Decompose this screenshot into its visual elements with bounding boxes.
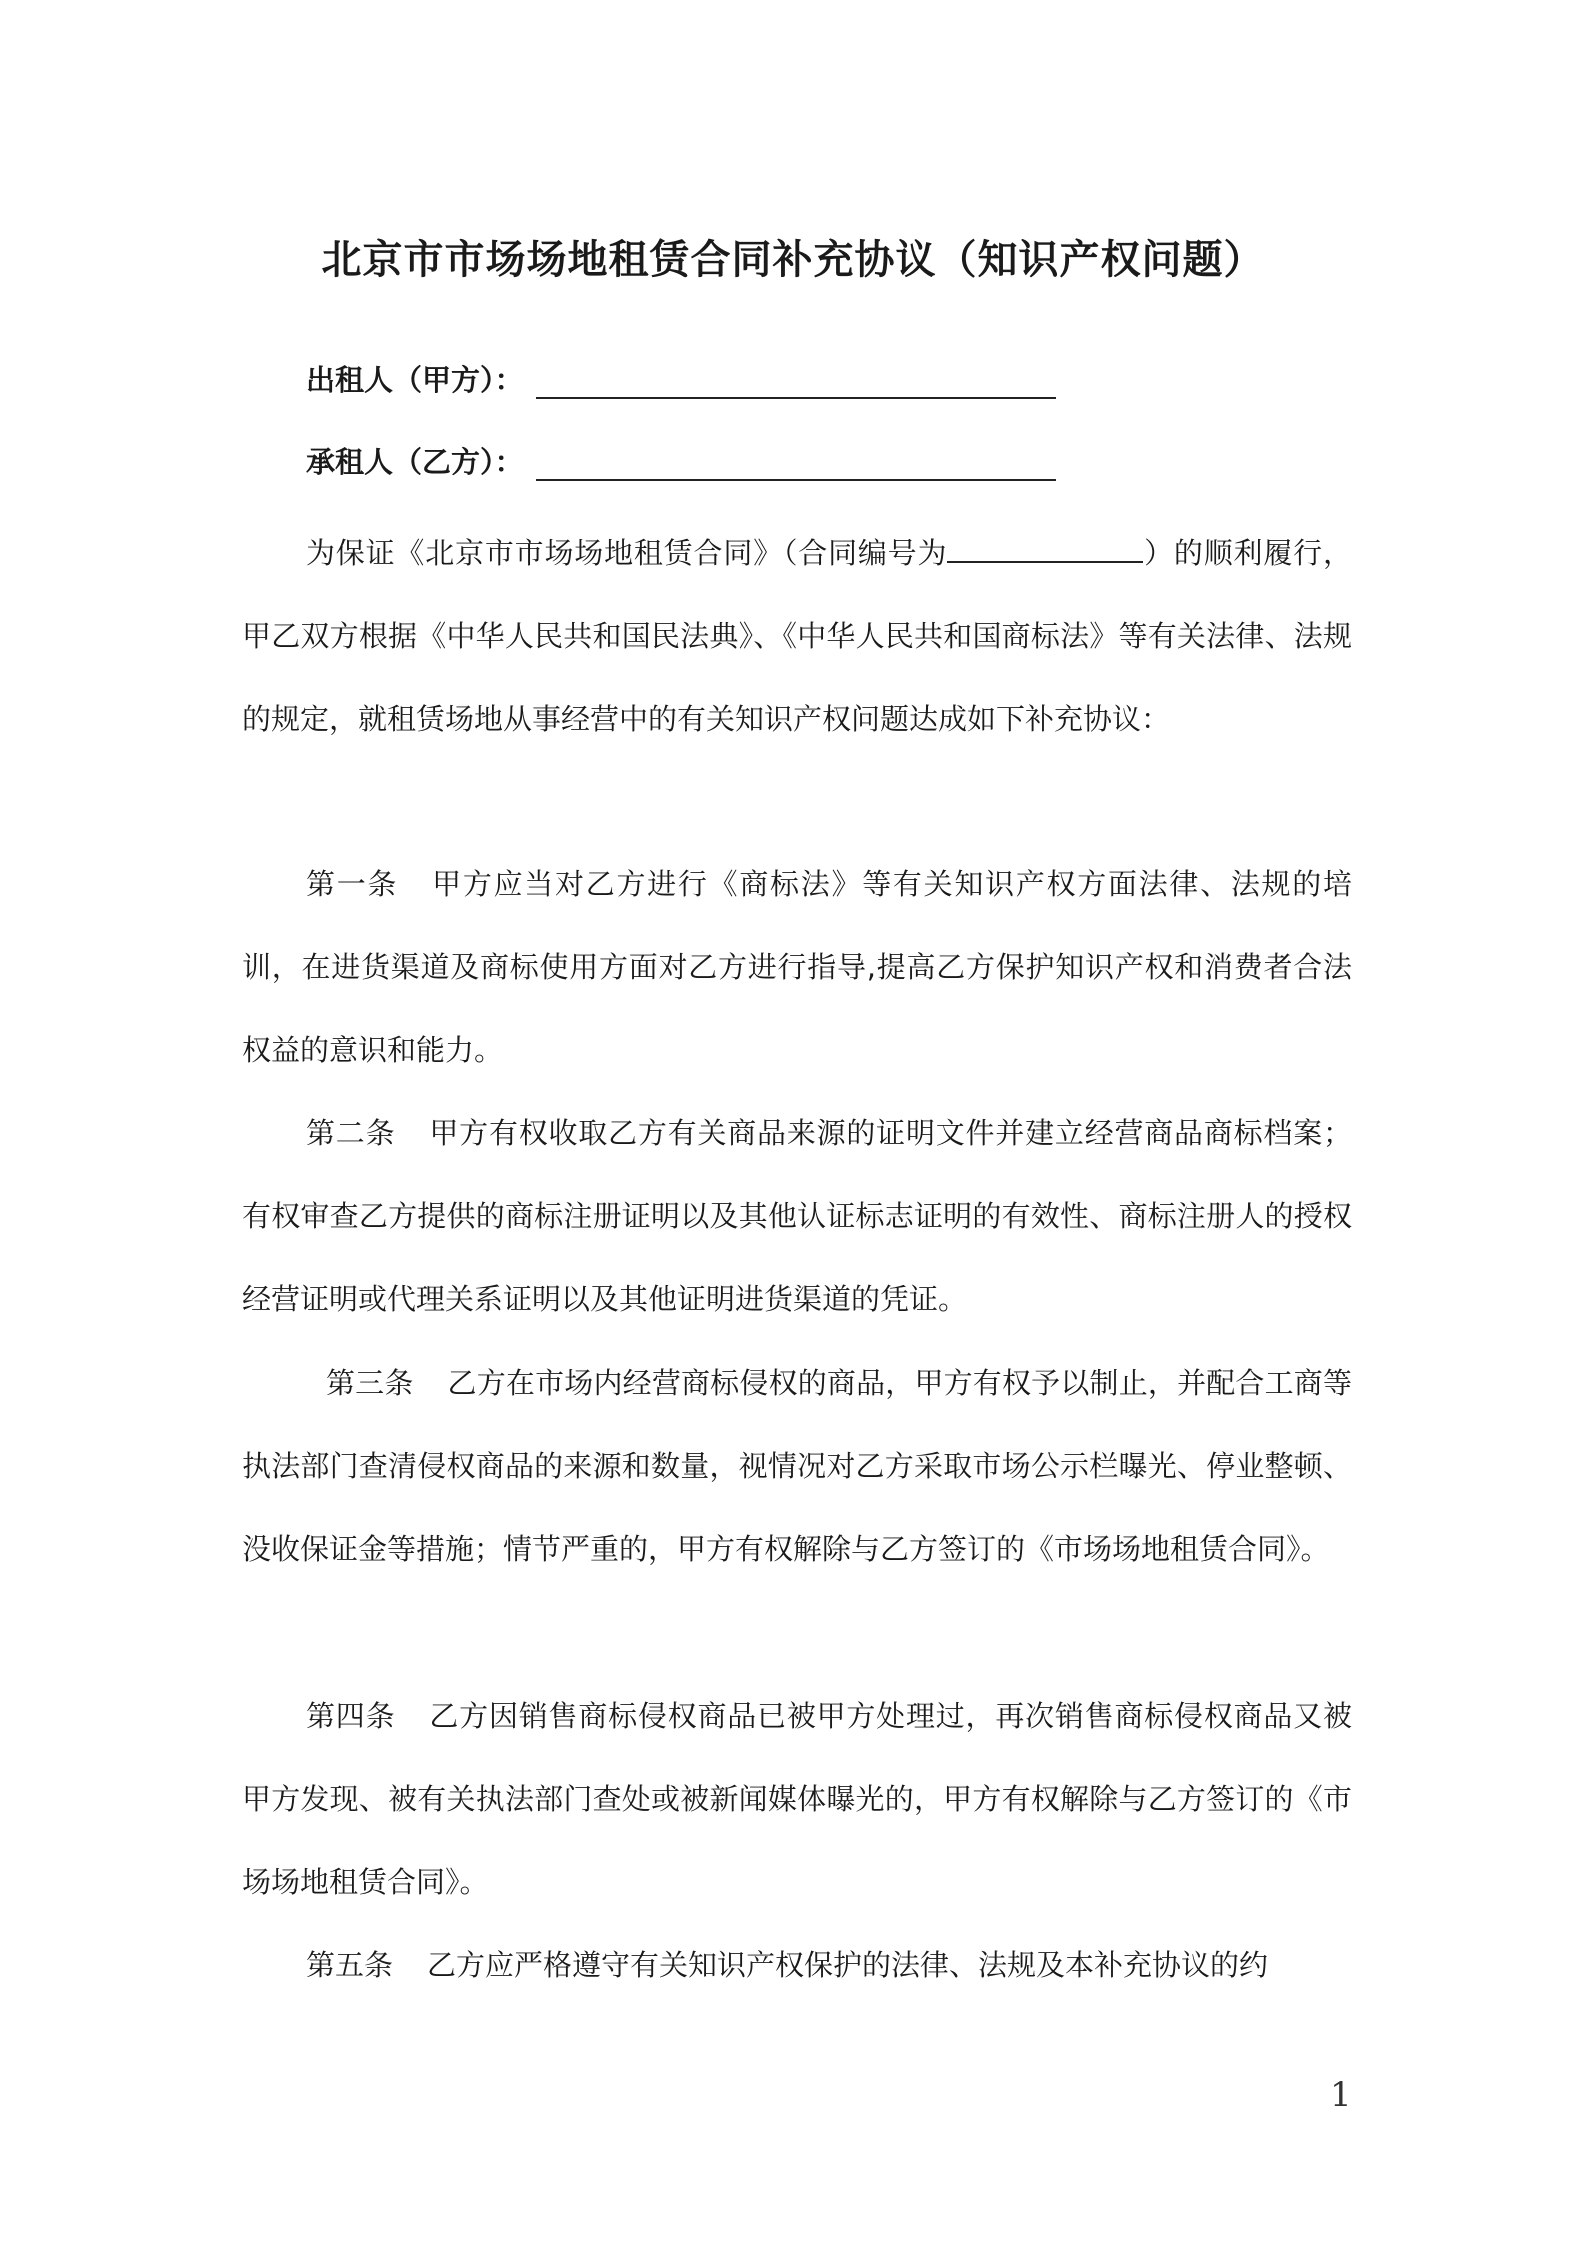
article-5-text: 乙方应严格遵守有关知识产权保护的法律、法规及本补充协议的约 xyxy=(427,1948,1269,1982)
contract-number-blank xyxy=(947,527,1143,563)
article-5-heading: 第五条 xyxy=(306,1948,394,1982)
article-5 xyxy=(242,1924,1352,2007)
lessee-line xyxy=(306,440,1056,481)
article-1-text: 甲方应当对乙方进行《商标法》等有关知识产权方面法律、法规的培训，在进货渠道及商标使用方面对乙方进行指导,提高乙方保护知识产权和消费者合法权益的意识和能力。 xyxy=(242,867,1352,1067)
lessor-label: 出租人（甲方）： xyxy=(306,363,524,397)
lessor-blank xyxy=(536,361,1056,399)
preamble-text-2: ）的顺利履行，甲乙双方根据《中华人民共和国民法典》、《中华人民共和国商标法》等有关法律、法规的规定，就租赁场地从事经营中的有关知识产权问题达成如下补充协议： xyxy=(242,536,1352,736)
lessor-line xyxy=(306,358,1056,399)
lessee-label: 承租人（乙方）： xyxy=(306,445,524,479)
article-2-text: 甲方有权收取乙方有关商品来源的证明文件并建立经营商品商标档案；有权审查乙方提供的商标注册证明以及其他认证标志证明的有效性、商标注册人的授权经营证明或代理关系证明以及其他证明进货渠道的凭证。 xyxy=(242,1116,1352,1316)
article-1 xyxy=(242,843,1352,1092)
article-3-heading: 第三条 xyxy=(326,1366,414,1400)
page-number: 1 xyxy=(1330,2075,1352,2115)
page-title: 北京市市场场地租赁合同补充协议（知识产权问题） xyxy=(321,237,1265,283)
article-4 xyxy=(242,1675,1352,1924)
article-4-text: 乙方因销售商标侵权商品已被甲方处理过，再次销售商标侵权商品又被甲方发现、被有关执法部门查处或被新闻媒体曝光的，甲方有权解除与乙方签订的《市场场地租赁合同》。 xyxy=(242,1699,1352,1899)
preamble-paragraph xyxy=(242,512,1352,761)
article-2 xyxy=(242,1092,1352,1341)
article-3 xyxy=(242,1342,1352,1591)
preamble-text-1: 为保证《北京市市场场地租赁合同》（合同编号为 xyxy=(306,536,948,570)
article-4-heading: 第四条 xyxy=(306,1699,396,1733)
lessee-blank xyxy=(536,443,1056,481)
article-3-text: 乙方在市场内经营商标侵权的商品，甲方有权予以制止，并配合工商等执法部门查清侵权商品的来源和数量，视情况对乙方采取市场公示栏曝光、停业整顿、没收保证金等措施；情节严重的，甲方有权解除与乙方签订的《市场场地租赁合同》。 xyxy=(242,1366,1352,1566)
article-2-heading: 第二条 xyxy=(306,1116,396,1150)
article-1-heading: 第一条 xyxy=(306,867,399,901)
